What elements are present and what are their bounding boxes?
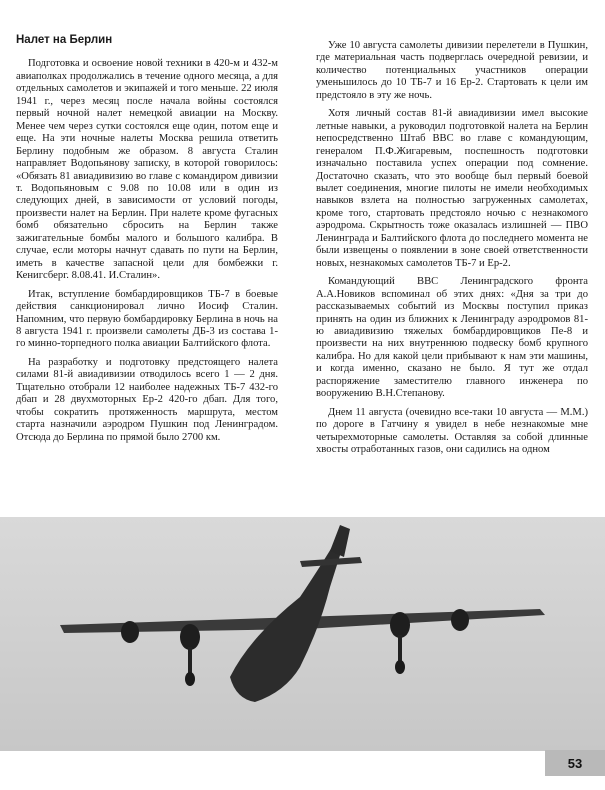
page-number [545, 750, 605, 776]
article-heading: Налет на Берлин [16, 34, 113, 46]
aircraft-photo [0, 517, 605, 751]
right-paragraph-1: Уже 10 августа самолеты дивизии перелетели в Пушкин, где материальная часть подверглась очередной ревизии, и количество потенциальных участников операции уменьшилось до 10 ТБ-7 и 16 Ер-2. Стартовать к цели им предстояло в эту же ночь. [316, 40, 588, 101]
page-number-label: 53 [567, 755, 583, 771]
left-paragraph-1: Подготовка и освоение новой техники в 420-м и 432-м авиаполках продолжались в течение одного месяца, а для отдельных самолетов и экипажей и того меньше. 22 июля 1941 г., через месяц после начала войны состоялся первый ночной налет немецкой авиации на Москву. Менее чем через сутки состоялся еще один, потом еще и еще. На эти ночные налеты Москва решила ответить Берлину подобным же образом. 8 августа Сталин направляет Водопьянову записку, в которой говорилось: «Обязать 81 авиадивизию во главе с командиром дивизии т. Водопьяновым с 9.08 по 10.08 или в один из следующих дней, в зависимости от условий погоды, произвести налет на Берлин. При налете кроме фугасных бомб обязательно сбросить на Берлин также зажигательные бомбы малого и большого калибра. В случае, если моторы начнут сдавать по пути на Берлин, иметь в качестве запасной цели для бомбежки г. Кенигсберг. 8.08.41. И.Сталин». [16, 58, 278, 282]
right-paragraph-2: Хотя личный состав 81-й авиадивизии имел высокие летные навыки, а руководил подготовкой налета на Берлин непосредственно Штаб ВВС во главе с командующим, генералом П.Ф.Жигаревым, поспешность подготовки изначально поставила успех операции под сомнение. Достаточно сказать, что это вообще был первый боевой вылет соединения, многие пилоты не имели необходимых навыков взлета на полностью загруженных самолетах, кроме того, стартовать предстояло ночью с незнакомого аэродрома. Скрытность тоже оказалась излишней — ПВО Ленинграда и Балтийского флота до последнего момента не были извещены о появлении в зоне своей ответственности новых, незнакомых самолетов ТБ-7 и Ер-2. [316, 108, 588, 269]
right-paragraph-4: Днем 11 августа (очевидно все-таки 10 августа — М.М.) по дороге в Гатчину я увидел в небе незнакомые мне четырехмоторные самолеты. Оставляя за собой длинные хвосты отработанных газов, они садились на одном [316, 406, 588, 456]
tb7-bomber-photo [0, 517, 605, 751]
left-paragraph-2: Итак, вступление бомбардировщиков ТБ-7 в боевые действия санкционировал лично Иосиф Сталин. Напомним, что первую бомбардировку Берлина в ночь на 8 августа 1941 г. произвели самолеты ДБ-3 из состава 1-го минно-торпедного полка авиации Балтийского флота. [16, 288, 278, 350]
right-column [316, 40, 588, 463]
right-paragraph-3: Командующий ВВС Ленинградского фронта А.А.Новиков вспоминал об этих днях: «Дня за три до рассказываемых событий из Москвы поступил приказ принять на один из ближних к Ленинграду аэродромов 81-ю авиадивизию тяжелых бомбардировщиков Пе-8 и произвести на них внутреннюю подвеску бомб крупного калибра. Но для какой цели прибывают к нам эти машины, и когда именно, сказано не было. Я тут же отдал распоряжение заместителю главного инженера по вооружению В.Н.Степанову. [316, 276, 588, 400]
left-paragraph-3: На разработку и подготовку предстоящего налета силами 81-й авиадивизии отводилось всего 1 — 2 дня. Тщательно отобрали 12 наиболее надежных ТБ-7 432-го дбап и 28 двухмоторных Ер-2 420-го дбап. Для того, чтобы сократить протяженность маршрута, местом старта назначили аэродром Пушкин под Ленинградом. Отсюда до Берлина по прямой было 2700 км. [16, 356, 278, 443]
left-column [16, 16, 278, 450]
